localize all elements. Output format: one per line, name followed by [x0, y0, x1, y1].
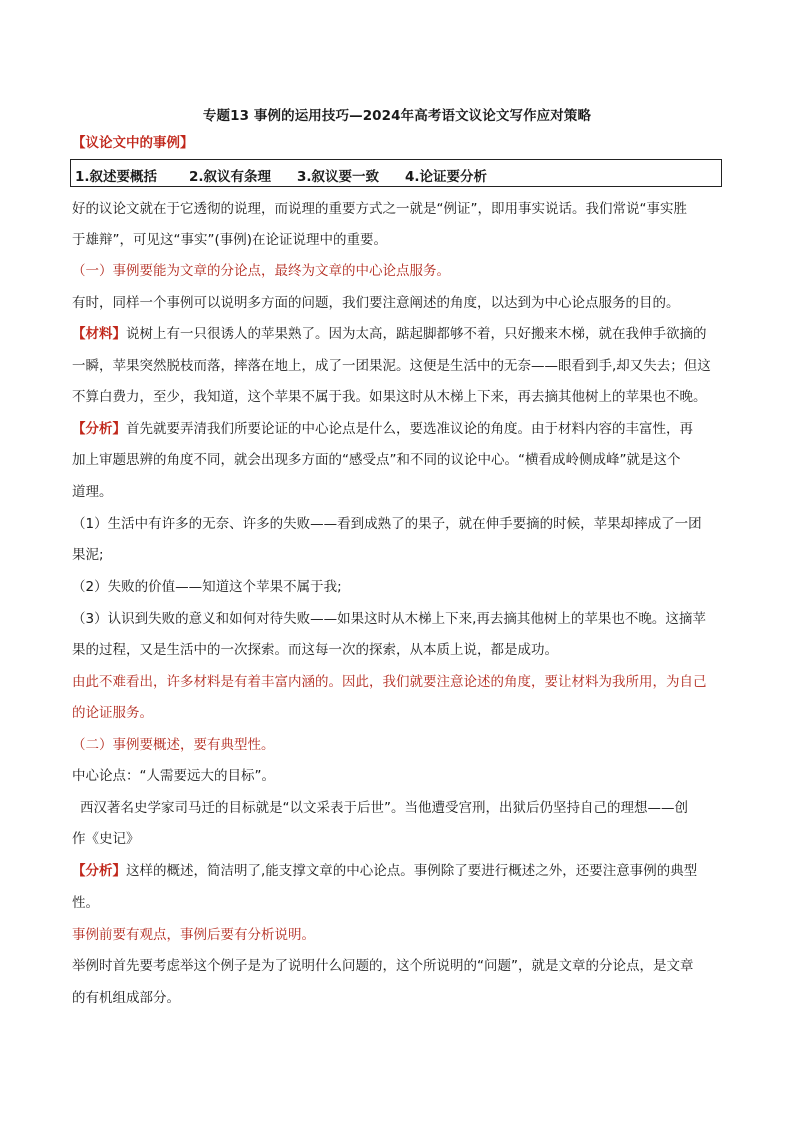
box-item-3: 3.叙议要一致: [297, 169, 380, 185]
box-item-4: 4.论证要分析: [405, 169, 488, 185]
point1-text: 有时，同样一个事例可以说明多方面的问题，我们要注意阐述的角度，以达到为中心论点服务的目的。: [72, 295, 680, 311]
analysis1-line-2: 加上审题思辨的角度不同，就会出现多方面的“感受点”和不同的议论中心。“横看成岭侧成峰”就是这个: [72, 452, 681, 468]
material-label: 【材料】: [72, 326, 126, 342]
final-line-2: 的有机组成部分。: [72, 990, 180, 1006]
analysis2-text-1: 这样的概述，简洁明了,能支撑文章的中心论点。事例除了要进行概述之外，还要注意事例的典型: [126, 863, 698, 879]
analysis1-label: 【分析】: [72, 421, 126, 437]
thesis: 中心论点：“人需要远大的目标”。: [72, 768, 275, 784]
analysis2-line-2: 性。: [72, 895, 99, 911]
section-heading: 【议论文中的事例】: [72, 135, 194, 151]
material-line-2: 一瞬，苹果突然脱枝而落，摔落在地上，成了一团果泥。这便是生活中的无奈——眼看到手,却又失去；但这: [72, 358, 711, 374]
material-line-1: [72, 324, 724, 344]
point2-heading: （二）事例要概述，要有典型性。: [72, 737, 275, 753]
material-line-3: 不算白费力，至少，我知道，这个苹果不属于我。如果这时从木梯上下来，再去摘其他树上的苹果也不晚。: [72, 389, 707, 405]
item1-line-1: （1）生活中有许多的无奈、许多的失败——看到成熟了的果子，就在伸手要摘的时候，苹果却摔成了一团: [72, 516, 702, 532]
point3-heading: 事例前要有观点，事例后要有分析说明。: [72, 927, 315, 943]
example-line-1: 西汉著名史学家司马迁的目标就是“以文采表于后世”。当他遭受宫刑，出狱后仍坚持自己的理想——创: [80, 800, 688, 816]
item1-line-2: 果泥;: [72, 547, 104, 563]
intro-line-2: 于雄辩”，可见这“事实”(事例)在论证说理中的重要。: [72, 232, 388, 248]
conclusion1-line-1: 由此不难看出，许多材料是有着丰富内涵的。因此，我们就要注意论述的角度，要让材料为我所用，为自己: [72, 674, 707, 690]
analysis1-line-3: 道理。: [72, 484, 113, 500]
box-item-1: 1.叙述要概括: [75, 169, 158, 185]
analysis1-text-1: 首先就要弄清我们所要论证的中心论点是什么，要选准议论的角度。由于材料内容的丰富性，再: [126, 421, 693, 437]
intro-line-1: 好的议论文就在于它透彻的说理，而说理的重要方式之一就是“例证”，即用事实说话。我们常说“事实胜: [72, 201, 687, 217]
example-line-2: 作《史记》: [72, 831, 140, 847]
document-title: 专题13 事例的运用技巧—2024年高考语文议论文写作应对策略: [202, 108, 592, 124]
point1-heading: （一）事例要能为文章的分论点，最终为文章的中心论点服务。: [72, 263, 450, 279]
material-text-1: 说树上有一只很诱人的苹果熟了。因为太高，踮起脚都够不着，只好搬来木梯，就在我伸手欲摘的: [126, 326, 707, 342]
item3-line-1: （3）认识到失败的意义和如何对待失败——如果这时从木梯上下来,再去摘其他树上的苹果也不晚。这摘苹: [72, 611, 706, 627]
analysis2-label: 【分析】: [72, 863, 126, 879]
analysis1-line-1: [72, 419, 724, 439]
item2: （2）失败的价值——知道这个苹果不属于我;: [72, 579, 342, 595]
item3-line-2: 果的过程，又是生活中的一次探索。而这每一次的探索，从本质上说，都是成功。: [72, 642, 558, 658]
box-item-2: 2.叙议有条理: [189, 169, 272, 185]
conclusion1-line-2: 的论证服务。: [72, 705, 153, 721]
summary-box: [70, 159, 722, 187]
final-line-1: 举例时首先要考虑举这个例子是为了说明什么问题的，这个所说明的“问题”，就是文章的分论点，是文章: [72, 958, 694, 974]
analysis2-line-1: [72, 861, 724, 881]
